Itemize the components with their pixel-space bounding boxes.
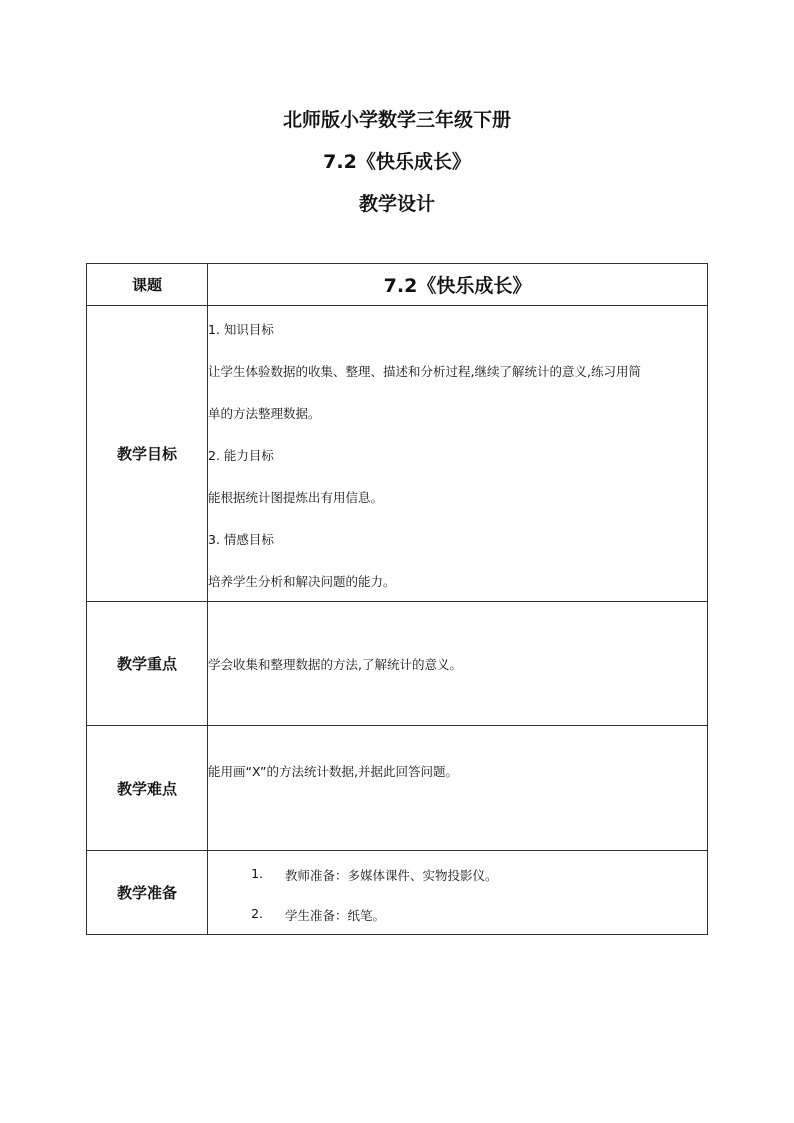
table-row-key-points [87, 602, 708, 726]
list-item-number: 2. [251, 906, 263, 921]
list-item-text: 教师准备：多媒体课件、实物投影仪。 [285, 868, 498, 883]
objectives-label: 教学目标 [87, 306, 208, 602]
list-item-text: 学生准备：纸笔。 [285, 908, 386, 923]
difficulties-content [208, 726, 708, 851]
table-row-objectives [87, 306, 708, 602]
list-item-number: 1. [251, 866, 263, 881]
topic-value: 7.2《快乐成长》 [208, 264, 708, 306]
preparation-content [208, 851, 708, 935]
document-title: 北师版小学数学三年级下册 [282, 109, 511, 131]
preparation-label: 教学准备 [87, 851, 208, 935]
objective-text: 培养学生分析和解决问题的能力。 [208, 574, 396, 589]
objective-heading-knowledge: 1. 知识目标 [208, 322, 274, 337]
table-row-difficulties [87, 726, 708, 851]
key-points-content: 学会收集和整理数据的方法,了解统计的意义。 [208, 602, 708, 726]
lesson-title: 7.2《快乐成长》 [323, 151, 471, 173]
table-row-topic [87, 264, 708, 306]
difficulties-label: 教学难点 [87, 726, 208, 851]
preparation-list [208, 851, 707, 924]
objective-text: 单的方法整理数据。 [208, 406, 321, 421]
key-points-label: 教学重点 [87, 602, 208, 726]
list-item [208, 906, 707, 924]
list-item [208, 866, 707, 884]
lesson-plan-table [86, 263, 708, 935]
topic-label: 课题 [87, 264, 208, 306]
objective-heading-ability: 2. 能力目标 [208, 448, 274, 463]
objectives-content [208, 306, 708, 602]
objective-text: 让学生体验数据的收集、整理、描述和分析过程,继续了解统计的意义,练习用简 [208, 364, 641, 379]
objective-text: 能根据统计图提炼出有用信息。 [208, 490, 384, 505]
objective-heading-emotion: 3. 情感目标 [208, 532, 274, 547]
table-row-preparation [87, 851, 708, 935]
document-subtitle: 教学设计 [358, 193, 435, 215]
difficulties-text: 能用画“X”的方法统计数据,并据此回答问题。 [208, 764, 458, 779]
